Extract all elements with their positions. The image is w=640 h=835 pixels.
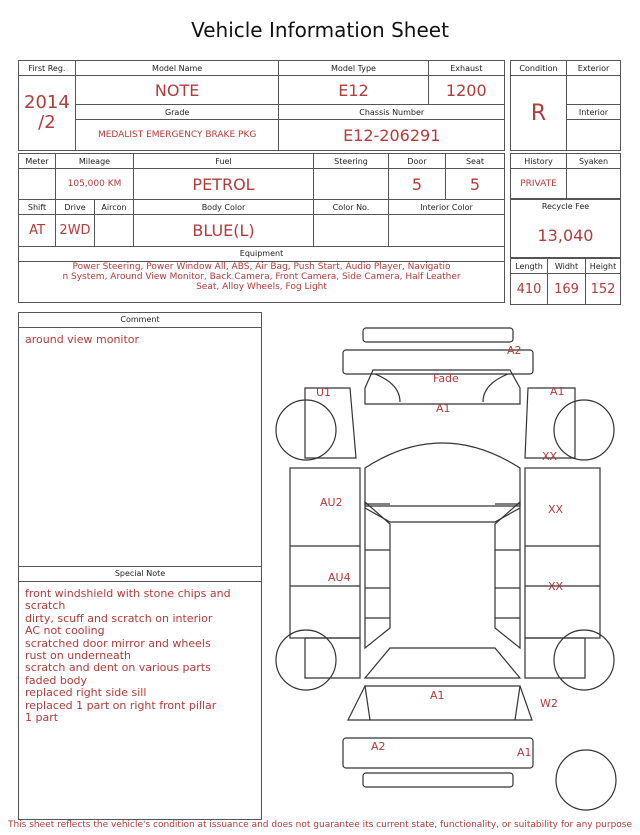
drive-value: 2WD [56, 215, 95, 246]
damage-mark: A1 [430, 689, 445, 702]
aircon-value [95, 215, 134, 246]
special-note-list [19, 582, 261, 730]
damage-mark: XX [542, 450, 558, 463]
first-reg-value: 2014 /2 [19, 76, 76, 151]
special-note-line: replaced 1 part on right front pillar [25, 698, 217, 712]
interior-value [567, 120, 621, 151]
steering-label: Steering [314, 154, 389, 169]
width-label: Widht [548, 259, 586, 274]
first-reg-label: First Reg. [19, 61, 76, 76]
recycle-table [510, 198, 621, 258]
syaken-value [567, 169, 621, 200]
grade-value: MEDALIST EMERGENCY BRAKE PKG [75, 120, 279, 151]
drive-label: Drive [56, 200, 95, 215]
special-note-box [18, 566, 262, 820]
page-title: Vehicle Information Sheet [191, 18, 449, 42]
body-color-value: BLUE(L) [134, 215, 314, 246]
meter-value [19, 169, 56, 200]
color-no-value [314, 215, 389, 246]
special-note-line: scratch [25, 599, 66, 613]
door-label: Door [389, 154, 446, 169]
special-note-line: rust on underneath [25, 649, 132, 663]
model-name-label: Model Name [75, 61, 279, 76]
damage-mark: AU4 [328, 571, 351, 584]
condition-value: R [511, 76, 567, 151]
damage-mark: Fade [433, 372, 459, 385]
comment-text: around view monitor [25, 333, 140, 346]
length-label: Length [511, 259, 548, 274]
interior-color-label: Interior Color [389, 200, 505, 215]
special-note-line: replaced right side sill [25, 686, 147, 700]
model-name-value: NOTE [75, 76, 279, 105]
color-no-label: Color No. [314, 200, 389, 215]
seat-label: Seat [446, 154, 505, 169]
equipment-value: Power Steering, Power Window All, ABS, Air Bag, Push Start, Audio Player, Navigatio n System, Around View Monitor, Back Camera, Front Camera, Side Camera, Half Leather Seat, Alloy Wheels, Fog Light [19, 261, 505, 302]
condition-label: Condition [511, 61, 567, 76]
damage-mark: XX [548, 580, 564, 593]
height-label: Height [586, 259, 621, 274]
dimensions-table [510, 258, 621, 305]
fuel-value: PETROL [134, 169, 314, 200]
door-value: 5 [389, 169, 446, 200]
interior-color-value [389, 215, 505, 246]
comment-box [18, 312, 262, 567]
special-note-line: dirty, scuff and scratch on interior [25, 611, 213, 625]
chassis-label: Chassis Number [279, 105, 505, 120]
damage-mark: A2 [507, 344, 522, 357]
history-label: History [511, 154, 567, 169]
width-value: 169 [548, 274, 586, 305]
exterior-label: Exterior [567, 61, 621, 76]
damage-mark: A2 [371, 740, 386, 753]
recycle-fee-value: 13,040 [511, 213, 621, 258]
mileage-label: Mileage [56, 154, 134, 169]
damage-mark: A1 [550, 385, 565, 398]
grade-label: Grade [75, 105, 279, 120]
steering-value [314, 169, 389, 200]
special-note-line: scratched door mirror and wheels [25, 636, 211, 650]
model-type-label: Model Type [279, 61, 428, 76]
damage-mark: A1 [436, 402, 451, 415]
special-note-line: faded body [25, 673, 88, 687]
special-note-label: Special Note [19, 567, 261, 582]
equipment-label: Equipment [19, 246, 505, 261]
length-value: 410 [511, 274, 548, 305]
damage-mark: XX [548, 503, 564, 516]
body-color-label: Body Color [134, 200, 314, 215]
fuel-label: Fuel [134, 154, 314, 169]
condition-table [510, 60, 621, 151]
history-value: PRIVATE [511, 169, 567, 200]
footer-disclaimer: This sheet reflects the vehicle's condition at issuance and does not guarantee its current state, functionality, or suitability for any purpose [7, 820, 633, 830]
seat-value: 5 [446, 169, 505, 200]
exterior-value [567, 76, 621, 105]
exhaust-label: Exhaust [428, 61, 504, 76]
chassis-value: E12-206291 [279, 120, 505, 151]
special-note-line: 1 part [25, 711, 59, 725]
damage-mark: W2 [540, 697, 558, 710]
height-value: 152 [586, 274, 621, 305]
car-damage-diagram [270, 318, 620, 818]
recycle-fee-label: Recycle Fee [511, 199, 621, 214]
shift-label: Shift [19, 200, 56, 215]
special-note-line: scratch and dent on various parts [25, 661, 211, 675]
exhaust-value: 1200 [428, 76, 504, 105]
syaken-label: Syaken [567, 154, 621, 169]
comment-label: Comment [19, 313, 261, 328]
aircon-label: Aircon [95, 200, 134, 215]
damage-mark: AU2 [320, 496, 343, 509]
damage-mark: U1 [316, 386, 332, 399]
interior-label: Interior [567, 105, 621, 120]
model-type-value: E12 [279, 76, 428, 105]
history-table [510, 153, 621, 200]
shift-value: AT [19, 215, 56, 246]
meter-label: Meter [19, 154, 56, 169]
special-note-line: front windshield with stone chips and [25, 587, 231, 600]
damage-mark: A1 [517, 746, 532, 759]
top-info-table [18, 60, 505, 151]
mileage-value: 105,000 KM [56, 169, 134, 200]
special-note-line: AC not cooling [25, 624, 105, 638]
mid-info-table [18, 153, 505, 303]
